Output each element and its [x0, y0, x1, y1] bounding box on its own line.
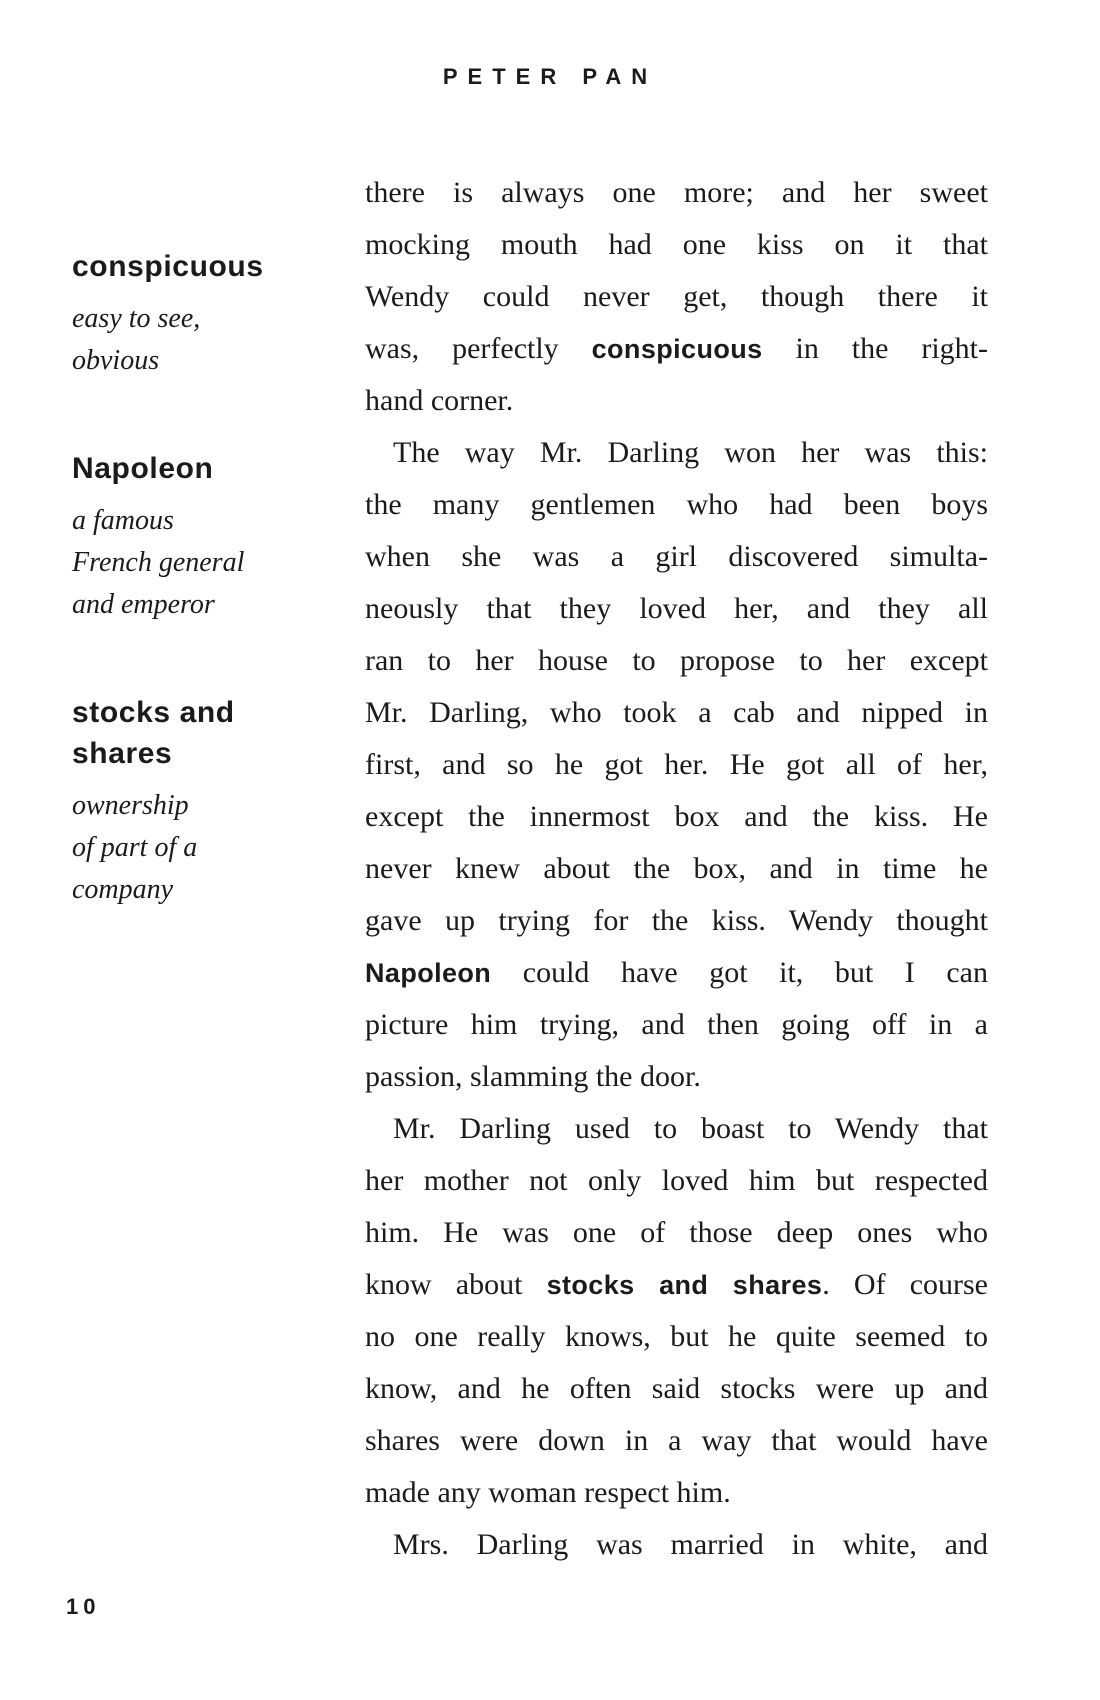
- text-segment: there is always one more; and her sweet: [365, 176, 988, 209]
- page-number: 10: [66, 1594, 101, 1619]
- text-segment: Mr. Darling, who took a cab and nipped in: [365, 696, 988, 729]
- vocab-definition: easy to see, obvious: [72, 303, 201, 376]
- text-line: [365, 1155, 988, 1207]
- text-segment: except the innermost box and the kiss. He: [365, 800, 988, 833]
- vocab-keyword: conspicuous: [591, 334, 763, 364]
- text-line: [365, 531, 988, 583]
- text-line: [365, 1051, 988, 1103]
- text-line: [365, 1415, 988, 1467]
- vocab-entry: [72, 246, 320, 382]
- vocab-term: Napoleon: [72, 452, 214, 485]
- vocab-entry: [72, 692, 320, 911]
- text-segment: shares were down in a way that would have: [365, 1424, 988, 1457]
- text-line: [365, 947, 988, 999]
- paragraph: [365, 1519, 988, 1571]
- text-segment: neously that they loved her, and they all: [365, 592, 988, 625]
- text-line: [365, 1259, 988, 1311]
- text-line: [365, 271, 988, 323]
- text-segment: picture him trying, and then going off in a: [365, 1008, 988, 1041]
- text-segment: when she was a girl discovered simulta-: [365, 540, 988, 573]
- vocab-definition: ownership of part of a company: [72, 790, 198, 905]
- paragraph: [365, 167, 988, 427]
- running-head-title: PETER PAN: [442, 64, 658, 89]
- text-segment: The way Mr. Darling won her was this:: [393, 436, 988, 469]
- text-segment: Mr. Darling used to boast to Wendy that: [393, 1112, 988, 1145]
- text-segment: was, perfectly: [365, 332, 592, 365]
- paragraph: [365, 427, 988, 1103]
- text-line: [365, 791, 988, 843]
- text-segment: could have got it, but I can: [491, 956, 988, 989]
- text-line: [365, 1103, 988, 1155]
- text-line: [365, 895, 988, 947]
- text-line: [365, 999, 988, 1051]
- paragraph: [365, 1103, 988, 1519]
- text-segment: made any woman respect him.: [365, 1476, 731, 1509]
- text-line: [365, 1519, 988, 1571]
- text-segment: know, and he often said stocks were up and: [365, 1372, 988, 1405]
- text-segment: no one really knows, but he quite seemed to: [365, 1320, 988, 1353]
- vocab-keyword: Napoleon: [365, 958, 492, 988]
- text-segment: hand corner.: [365, 384, 514, 417]
- text-segment: Wendy could never get, though there it: [365, 280, 988, 313]
- vocabulary-sidebar: [72, 246, 320, 977]
- text-segment: in the right-: [762, 332, 988, 365]
- text-segment: Mrs. Darling was married in white, and: [393, 1528, 988, 1561]
- text-line: [365, 219, 988, 271]
- text-line: [365, 687, 988, 739]
- text-line: [365, 1467, 988, 1519]
- text-line: [365, 375, 988, 427]
- text-segment: mocking mouth had one kiss on it that: [365, 228, 988, 261]
- text-line: [365, 1363, 988, 1415]
- text-line: [365, 739, 988, 791]
- text-segment: the many gentlemen who had been boys: [365, 488, 988, 521]
- text-segment: her mother not only loved him but respected: [365, 1164, 988, 1197]
- vocab-entry: [72, 448, 320, 626]
- text-segment: him. He was one of those deep ones who: [365, 1216, 988, 1249]
- vocab-definition: a famous French general and emperor: [72, 505, 245, 620]
- text-line: [365, 479, 988, 531]
- text-segment: first, and so he got her. He got all of her,: [365, 748, 988, 781]
- text-line: [365, 167, 988, 219]
- text-line: [365, 1207, 988, 1259]
- text-line: [365, 635, 988, 687]
- text-segment: never knew about the box, and in time he: [365, 852, 988, 885]
- vocab-keyword: stocks and shares: [546, 1270, 823, 1300]
- text-segment: gave up trying for the kiss. Wendy thought: [365, 904, 988, 937]
- text-line: [365, 323, 988, 375]
- vocab-term: stocks and shares: [72, 696, 235, 770]
- text-segment: ran to her house to propose to her except: [365, 644, 988, 677]
- text-segment: passion, slamming the door.: [365, 1060, 701, 1093]
- text-line: [365, 1311, 988, 1363]
- story-text-column: [365, 167, 988, 1571]
- text-line: [365, 583, 988, 635]
- vocab-term: conspicuous: [72, 250, 264, 283]
- text-segment: know about: [365, 1268, 547, 1301]
- text-line: [365, 427, 988, 479]
- text-line: [365, 843, 988, 895]
- text-segment: . Of course: [822, 1268, 988, 1301]
